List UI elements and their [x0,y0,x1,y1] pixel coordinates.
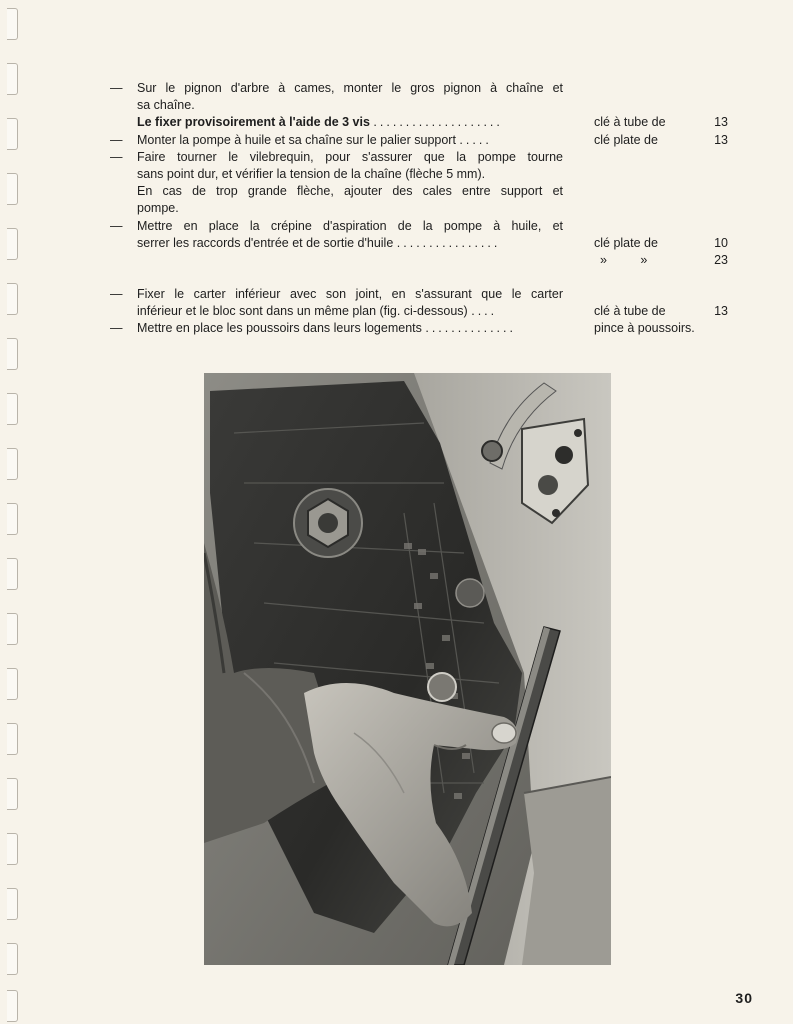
tool-size: 13 [714,115,728,130]
binding-hole [7,393,18,425]
binding-hole [7,613,18,645]
ditto-mark: » » [600,252,648,267]
tool-name: pince à poussoirs. [594,321,695,336]
instruction-text: sa chaîne. [137,98,195,113]
binding-hole [7,448,18,480]
instruction-text: serrer les raccords d'entrée et de sortie d'huile [137,235,394,250]
step-dash: — [110,287,123,302]
instruction-line [110,149,750,166]
binding-hole [7,503,18,535]
instruction-list [110,80,750,338]
binding-hole [7,283,18,315]
leader-dots: .............. [425,321,516,336]
instruction-line [110,132,750,149]
binding-hole [7,173,18,205]
instruction-line [110,166,750,183]
spiral-binding [0,0,24,1024]
instruction-line [110,235,750,252]
leader-dots: .... [471,304,498,319]
tool-size: 10 [714,235,728,250]
tool-name: clé plate de [594,235,658,250]
instruction-line [110,218,750,235]
leader-dots: .................... [373,115,503,130]
tool-size: 23 [714,252,728,267]
step-dash: — [110,321,123,336]
binding-hole [7,668,18,700]
instruction-text-bold: Le fixer provisoirement à l'aide de 3 vis [137,115,370,130]
instruction-line [110,183,750,200]
instruction-text: Monter la pompe à huile et sa chaîne sur le palier support [137,132,456,147]
instruction-line [110,320,750,337]
instruction-line [110,80,750,97]
binding-hole [7,338,18,370]
instruction-line [110,114,750,131]
binding-hole [7,8,18,40]
leader-dots: ................ [396,235,501,250]
engine-oil-pan-photo [204,373,611,965]
step-dash: — [110,81,123,95]
instruction-text: inférieur et le bloc sont dans un même plan (fig. ci-dessous) [137,304,468,319]
step-dash: — [110,218,123,233]
instruction-line [110,303,750,320]
tool-size: 13 [714,304,728,319]
binding-hole [7,558,18,590]
instruction-text: sans point dur, et vérifier la tension de la chaîne (flèche 5 mm). [137,166,486,181]
binding-hole [7,118,18,150]
tool-name: clé à tube de [594,115,666,130]
page-number: 30 [735,990,753,1006]
instruction-line [110,252,750,269]
tool-name: clé plate de [594,132,658,147]
instruction-text: Fixer le carter inférieur avec son joint, en s'assurant que le carter [137,287,563,302]
leader-dots: ..... [459,132,492,147]
instruction-text: pompe. [137,201,179,216]
instruction-text: En cas de trop grande flèche, ajouter des cales entre support et [137,184,563,199]
binding-hole [7,888,18,920]
binding-hole [7,63,18,95]
instruction-line [110,200,750,217]
tool-name: clé à tube de [594,304,666,319]
binding-hole [7,723,18,755]
binding-hole [7,943,18,975]
instruction-line [110,97,750,114]
binding-hole [7,990,18,1022]
step-dash: — [110,132,123,147]
instruction-text: Mettre en place les poussoirs dans leurs logements [137,321,422,336]
binding-hole [7,228,18,260]
binding-hole [7,833,18,865]
binding-hole [7,778,18,810]
instruction-text: Faire tourner le vilebrequin, pour s'assurer que la pompe tourne [137,149,563,164]
tool-size: 13 [714,132,728,147]
instruction-text: Sur le pignon d'arbre à cames, monter le gros pignon à chaîne et [137,81,563,95]
instruction-text: Mettre en place la crépine d'aspiration de la pompe à huile, et [137,218,563,233]
instruction-line [110,286,750,303]
step-dash: — [110,149,123,164]
